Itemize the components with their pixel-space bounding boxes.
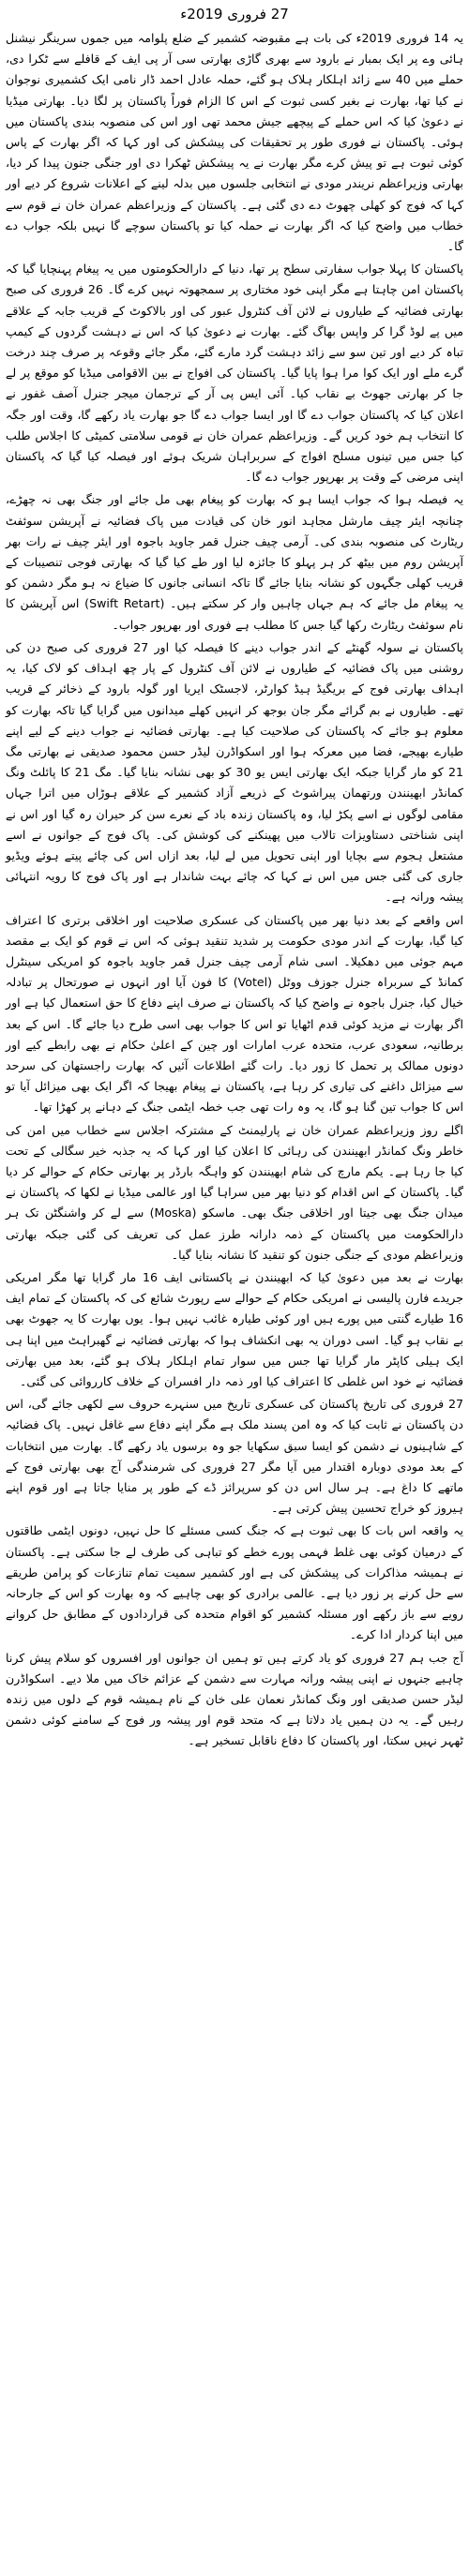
article-paragraph: یہ واقعہ اس بات کا بھی ثبوت ہے کہ جنگ کسی مسئلے کا حل نہیں، دونوں ایٹمی طاقتوں کے درمیان کوئی بھی غلط فہمی پورے خطے کو تباہی کی طرف لے جا سکتی ہے۔ پاکستان نے ہمیشہ مذاکرات کی پیشکش کی ہے اور کشمیر سمیت تمام تنازعات کو پرامن طریقے سے حل کرنے پر زور دیا ہے۔ عالمی برادری کو بھی چاہیے کہ وہ بھارت کو اس کے جارحانہ رویے سے باز رکھے اور مسئلہ کشمیر کو اقوام متحدہ کی قراردادوں کے مطابق حل کروانے میں اپنا کردار ادا کرے۔ xyxy=(6,1523,463,1642)
article-title: 27 فروری 2019ء xyxy=(180,6,289,22)
article-paragraph: پاکستان نے سولہ گھنٹے کے اندر جواب دینے کا فیصلہ کیا اور 27 فروری کی صبح دن کی روشنی میں پاک فضائیہ کے طیاروں نے لائن آف کنٹرول کے پار چھ اہداف کو لاک کیا، یہ اہداف بھارتی فوج کے بریگیڈ ہیڈ کوارٹر، لاجسٹک ایریا اور گولہ بارود کے ذخائر کے قریب تھے۔ طیاروں نے بم گرائے مگر جان بوجھ کر انہیں کھلے میدانوں میں گرایا گیا تاکہ بھارت کو معلوم ہو جائے کہ پاکستان کی صلاحیت کیا ہے۔ بھارتی فضائیہ نے جواب دینے کے لیے اپنے طیارے بھیجے، فضا میں معرکہ ہوا اور اسکواڈرن لیڈر حسن محمود صدیقی نے بھارتی مگ 21 کو مار گرایا جبکہ ایک بھارتی ایس یو 30 کو بھی نشانہ بنایا گیا۔ مگ 21 کا پائلٹ ونگ کمانڈر ابھینندن ورتھمان پیراشوٹ کے ذریعے آزاد کشمیر کے علاقے ہوڑاں میں اترا جہاں مقامی لوگوں نے اسے پکڑ لیا، وہ پاکستان زندہ باد کے نعرے سن کر حیران رہ گیا اور اس نے اپنی شناختی دستاویزات تالاب میں پھینکنے کی کوشش کی۔ پاک فوج کے جوانوں نے اسے مشتعل ہجوم سے بچایا اور اپنی تحویل میں لے لیا، بعد ازاں اس کی چائے پیتے ہوئے ویڈیو جاری کی گئی جس میں اس نے کہا کہ چائے بہت شاندار ہے اور پاک فوج کا رویہ انتہائی پیشہ ورانہ ہے۔ xyxy=(6,639,463,905)
article-paragraph: پاکستان کا پہلا جواب سفارتی سطح پر تھا، دنیا کے دارالحکومتوں میں یہ پیغام پہنچایا گیا کہ پاکستان امن چاہتا ہے مگر اپنی خود مختاری پر سمجھوتہ نہیں کرے گا۔ 26 فروری کی صبح بھارتی فضائیہ کے طیاروں نے لائن آف کنٹرول عبور کی اور بالاکوٹ کے قریب جابہ کے علاقے میں پے لوڈ گرا کر واپس بھاگ گئے۔ بھارت نے دعویٰ کیا کہ اس نے دہشت گردوں کے کیمپ تباہ کر دیے اور تین سو سے زائد دہشت گرد مارے گئے، مگر جائے وقوعہ پر صرف چند درخت گرے ملے اور ایک کوا مرا ہوا پایا گیا۔ پاکستان کی افواج نے بین الاقوامی میڈیا کو موقع پر لے جا کر بھارتی جھوٹ بے نقاب کیا۔ آئی ایس پی آر کے ترجمان میجر جنرل آصف غفور نے اعلان کیا کہ پاکستان جواب دے گا اور ایسا جواب دے گا جو بھارت یاد رکھے گا، وقت اور جگہ کا انتخاب ہم خود کریں گے۔ وزیراعظم عمران خان نے قومی سلامتی کمیٹی کا اجلاس طلب کیا جس میں تینوں مسلح افواج کے سربراہان شریک ہوئے اور فیصلہ کیا گیا کہ پاکستان اپنی مرضی کے وقت پر بھرپور جواب دے گا۔ xyxy=(6,262,463,485)
article-paragraph: اس واقعے کے بعد دنیا بھر میں پاکستان کی عسکری صلاحیت اور اخلاقی برتری کا اعتراف کیا گیا، بھارت کے اندر مودی حکومت پر شدید تنقید ہوئی کہ اس نے قوم کو ایک بے مقصد مہم جوئی میں دھکیلا۔ اسی شام آرمی چیف جنرل قمر جاوید باجوہ کو امریکی سینٹرل کمانڈ کے سربراہ جنرل جوزف ووٹل (Votel) کا فون آیا اور انہوں نے صورتحال پر تبادلہ خیال کیا، جنرل باجوہ نے واضح کیا کہ پاکستان نے صرف اپنے دفاع کا حق استعمال کیا ہے اور اگر بھارت نے مزید کوئی قدم اٹھایا تو اس کا جواب بھی اسی طرح دیا جائے گا۔ اس کے بعد برطانیہ، سعودی عرب، متحدہ عرب امارات اور چین کے اعلیٰ حکام نے بھی رابطے کیے اور دونوں ممالک پر تحمل کا زور دیا۔ رات گئے اطلاعات آئیں کہ بھارت راجستھان کی سرحد سے میزائل داغنے کی تیاری کر رہا ہے، پاکستان نے پیغام بھیجا کہ اگر ایک بھی میزائل آیا تو اس کا جواب تین گنا ہو گا، یہ وہ رات تھی جب خطہ ایٹمی جنگ کے دہانے پر کھڑا تھا۔ xyxy=(6,912,463,1115)
article-paragraph: اگلے روز وزیراعظم عمران خان نے پارلیمنٹ کے مشترکہ اجلاس سے خطاب میں امن کی خاطر ونگ کمانڈر ابھینندن کی رہائی کا اعلان کیا اور کہا کہ یہ جذبہ خیر سگالی کے تحت کیا جا رہا ہے۔ یکم مارچ کی شام ابھینندن کو واہگہ بارڈر پر بھارتی حکام کے حوالے کر دیا گیا۔ پاکستان کے اس اقدام کو دنیا بھر میں سراہا گیا اور عالمی میڈیا نے لکھا کہ پاکستان نے میدان جنگ بھی جیتا اور اخلاقی جنگ بھی۔ ماسکو (Moska) سے لے کر واشنگٹن تک ہر دارالحکومت میں پاکستان کے ذمہ دارانہ طرز عمل کی تعریف کی گئی جبکہ بھارتی وزیراعظم مودی کے جنگی جنون کو تنقید کا نشانہ بنایا گیا۔ xyxy=(6,1122,463,1262)
article-paragraph: 27 فروری کی تاریخ پاکستان کی عسکری تاریخ میں سنہرے حروف سے لکھی جائے گی، اس دن پاکستان نے ثابت کیا کہ وہ امن پسند ملک ہے مگر اپنے دفاع سے غافل نہیں۔ پاک فضائیہ کے شاہینوں نے دشمن کو ایسا سبق سکھایا جو وہ برسوں یاد رکھے گا۔ بھارت میں انتخابات کے بعد مودی دوبارہ اقتدار میں آیا مگر 27 فروری کی شرمندگی آج بھی بھارتی فوج کے ماتھے کا داغ ہے۔ ہر سال اس دن کو سرپرائز ڈے کے طور پر منایا جاتا ہے اور قوم اپنے ہیروز کو خراج تحسین پیش کرتی ہے۔ xyxy=(6,1397,464,1516)
article-paragraph: یہ 14 فروری 2019ء کی بات ہے مقبوضہ کشمیر کے ضلع پلوامہ میں جموں سرینگر نیشنل ہائی وے پر ایک بمبار نے بارود سے بھری گاڑی بھارتی سی آر پی ایف کے قافلے سے ٹکرا دی، حملے میں 40 سے زائد اہلکار ہلاک ہو گئے، حملہ عادل احمد ڈار نامی ایک کشمیری نوجوان نے کیا تھا، بھارت نے بغیر کسی ثبوت کے اس کا الزام فوراً پاکستان پر لگا دیا۔ بھارتی میڈیا نے دعویٰ کیا کہ اس حملے کے پیچھے جیش محمد تھی اور اس کی منصوبہ بندی پاکستان میں ہوئی۔ پاکستان نے فوری طور پر تحقیقات کی پیشکش کی اور کہا کہ اگر بھارت کے پاس کوئی ثبوت ہے تو پیش کرے مگر بھارت نے یہ پیشکش ٹھکرا دی اور جنگی جنون پیدا کر دیا، بھارتی وزیراعظم نریندر مودی نے انتخابی جلسوں میں بدلہ لینے کے اعلانات شروع کر دیے اور کہا کہ فوج کو کھلی چھوٹ دے دی گئی ہے۔ پاکستان کے وزیراعظم عمران خان نے قوم سے خطاب میں واضح کیا کہ اگر بھارت نے حملہ کیا تو پاکستان سوچے گا نہیں بلکہ جواب دے گا۔ xyxy=(6,31,463,254)
article-paragraph: آج جب ہم 27 فروری کو یاد کرتے ہیں تو ہمیں ان جوانوں اور افسروں کو سلام پیش کرنا چاہیے جنہوں نے اپنی پیشہ ورانہ مہارت سے دشمن کے عزائم خاک میں ملا دیے۔ اسکواڈرن لیڈر حسن صدیقی اور ونگ کمانڈر نعمان علی خان کے نام ہمیشہ قوم کے دلوں میں زندہ رہیں گے۔ یہ دن ہمیں یاد دلاتا ہے کہ متحد قوم اور پیشہ ور فوج کے سامنے کوئی دشمن ٹھہر نہیں سکتا، اور پاکستان کا دفاع ناقابل تسخیر ہے۔ xyxy=(6,1650,463,1748)
article-paragraph: یہ فیصلہ ہوا کہ جواب ایسا ہو کہ بھارت کو پیغام بھی مل جائے اور جنگ بھی نہ چھڑے، چنانچہ ایئر چیف مارشل مجاہد انور خان کی قیادت میں پاک فضائیہ نے آپریشن سوئفٹ ریٹارٹ کی منصوبہ بندی کی۔ آرمی چیف جنرل قمر جاوید باجوہ اور ایئر چیف نے رات بھر آپریشن روم میں بیٹھ کر ہر پہلو کا جائزہ لیا اور طے کیا گیا کہ بھارتی فوجی تنصیبات کے قریب کھلی جگہوں کو نشانہ بنایا جائے گا تاکہ انسانی جانوں کا ضیاع نہ ہو مگر دشمن کو یہ پیغام مل جائے کہ ہم جہاں چاہیں وار کر سکتے ہیں۔ (Swift Retart) اس آپریشن کا نام سوئفٹ ریٹارٹ رکھا گیا جس کا مطلب ہے فوری اور بھرپور جواب۔ xyxy=(6,492,463,632)
article-paragraph: بھارت نے بعد میں دعویٰ کیا کہ ابھینندن نے پاکستانی ایف 16 مار گرایا تھا مگر امریکی جریدے فارن پالیسی نے امریکی حکام کے حوالے سے رپورٹ شائع کی کہ پاکستان کے تمام ایف 16 طیارے گنتی میں پورے ہیں اور کوئی طیارہ غائب نہیں ہوا۔ یوں بھارت کا یہ جھوٹ بھی بے نقاب ہو گیا۔ اسی دوران یہ بھی انکشاف ہوا کہ بھارتی فضائیہ نے گھبراہٹ میں اپنا ہی ایک ہیلی کاپٹر مار گرایا تھا جس میں سوار تمام اہلکار ہلاک ہو گئے، بعد میں بھارتی فضائیہ نے خود اس غلطی کا اعتراف کیا اور ذمہ دار افسران کے خلاف کارروائی کی گئی۔ xyxy=(6,1269,463,1388)
